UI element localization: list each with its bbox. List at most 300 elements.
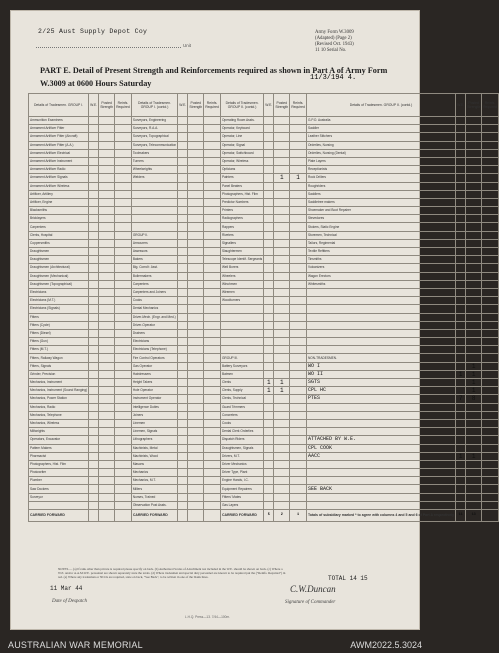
trade-cell: Armament Artificer Radio bbox=[29, 166, 89, 174]
trade-cell: Battery Surveyors bbox=[220, 362, 263, 370]
count-cell bbox=[482, 370, 499, 378]
count-cell bbox=[274, 223, 290, 231]
count-cell bbox=[482, 387, 499, 395]
table-row bbox=[29, 272, 499, 280]
count-cell bbox=[204, 354, 221, 362]
trade-cell: Nurses, Trained bbox=[131, 493, 177, 501]
count-cell bbox=[482, 133, 499, 141]
trade-cell: Turners bbox=[131, 157, 177, 165]
count-cell bbox=[99, 354, 115, 362]
trade-cell: Drainers bbox=[131, 329, 177, 337]
count-cell bbox=[466, 346, 482, 354]
count-cell bbox=[89, 215, 99, 223]
table-row bbox=[29, 379, 499, 387]
trade-cell: Roughriders bbox=[306, 182, 455, 190]
table-row bbox=[29, 223, 499, 231]
count-cell bbox=[115, 223, 132, 231]
count-cell bbox=[188, 207, 204, 215]
count-cell bbox=[204, 403, 221, 411]
trade-cell: Bricklayers bbox=[29, 215, 89, 223]
trade-cell: Big. Comd'r. Asst. bbox=[131, 264, 177, 272]
count-cell bbox=[482, 149, 499, 157]
count-cell bbox=[456, 248, 466, 256]
trade-cell: Receptionists bbox=[306, 166, 455, 174]
count-cell bbox=[466, 231, 482, 239]
count-cell bbox=[115, 501, 132, 509]
count-cell: 1 bbox=[466, 379, 482, 387]
trade-cell: Gas Layers bbox=[220, 501, 263, 509]
count-cell bbox=[89, 444, 99, 452]
count-cell bbox=[290, 354, 307, 362]
count-cell bbox=[115, 460, 132, 468]
trade-cell: GROUP II. bbox=[131, 231, 177, 239]
table-row bbox=[29, 157, 499, 165]
count-cell bbox=[204, 460, 221, 468]
trade-cell bbox=[306, 288, 455, 296]
trade-cell bbox=[131, 182, 177, 190]
table-row bbox=[29, 411, 499, 419]
count-cell bbox=[264, 354, 274, 362]
count-cell bbox=[204, 313, 221, 321]
count-cell bbox=[89, 288, 99, 296]
trade-cell: Radiographers bbox=[220, 215, 263, 223]
count-cell bbox=[99, 223, 115, 231]
count-cell bbox=[204, 338, 221, 346]
trade-cell bbox=[306, 460, 455, 468]
trade-cell bbox=[220, 338, 263, 346]
trade-cell: Fitters, Signals bbox=[29, 362, 89, 370]
trade-cell bbox=[306, 403, 455, 411]
trade-cell bbox=[306, 493, 455, 501]
count-cell bbox=[115, 354, 132, 362]
trade-cell: Armament Artificer Fitter bbox=[29, 125, 89, 133]
count-cell bbox=[456, 460, 466, 468]
count-cell bbox=[274, 321, 290, 329]
count-cell bbox=[99, 379, 115, 387]
table-row bbox=[29, 280, 499, 288]
trade-cell bbox=[220, 329, 263, 337]
count-cell bbox=[99, 493, 115, 501]
count-cell bbox=[264, 223, 274, 231]
count-cell bbox=[274, 477, 290, 485]
trade-cell: Armament Artificer Fitter (A.A.) bbox=[29, 141, 89, 149]
count-cell bbox=[204, 411, 221, 419]
count-cell bbox=[456, 313, 466, 321]
trade-cell: WO II bbox=[306, 370, 455, 378]
count-cell bbox=[188, 305, 204, 313]
count-cell bbox=[482, 469, 499, 477]
count-cell bbox=[204, 157, 221, 165]
trade-cell: Surveyors, Telecommunication bbox=[131, 141, 177, 149]
trade-cell: Intelligence Duties bbox=[131, 403, 177, 411]
table-row bbox=[29, 182, 499, 190]
count-cell bbox=[482, 379, 499, 387]
trade-cell: Carpenters bbox=[29, 223, 89, 231]
trade-cell: Storemen, Technical bbox=[306, 231, 455, 239]
count-cell bbox=[178, 387, 188, 395]
count-cell bbox=[264, 166, 274, 174]
table-row bbox=[29, 117, 499, 125]
count-cell bbox=[115, 190, 132, 198]
count-cell bbox=[178, 125, 188, 133]
count-cell bbox=[178, 477, 188, 485]
trade-cell: Armourers bbox=[131, 239, 177, 247]
count-cell bbox=[264, 338, 274, 346]
count-cell bbox=[99, 149, 115, 157]
count-cell bbox=[204, 428, 221, 436]
count-cell bbox=[482, 403, 499, 411]
unit-name: 2/25 Aust Supply Depot Coy bbox=[38, 28, 148, 35]
trade-cell: Wagon Erectors bbox=[306, 272, 455, 280]
carried-forward-cell: CARRIED FORWARD bbox=[220, 510, 263, 522]
trade-cell: Shoemaker and Boot Repairer bbox=[306, 207, 455, 215]
count-cell bbox=[290, 248, 307, 256]
count-cell bbox=[264, 411, 274, 419]
count-cell bbox=[188, 403, 204, 411]
count-cell bbox=[264, 297, 274, 305]
count-cell bbox=[274, 419, 290, 427]
trade-cell: Orderlies, Nursing (Dental) bbox=[306, 149, 455, 157]
count-cell bbox=[99, 272, 115, 280]
count-cell bbox=[274, 231, 290, 239]
count-cell bbox=[456, 403, 466, 411]
count-cell bbox=[188, 469, 204, 477]
carried-forward-cell: 13 bbox=[466, 510, 482, 522]
count-cell bbox=[466, 256, 482, 264]
count-cell bbox=[482, 338, 499, 346]
count-cell bbox=[99, 436, 115, 444]
count-cell bbox=[274, 436, 290, 444]
count-cell bbox=[204, 419, 221, 427]
count-cell bbox=[264, 485, 274, 493]
count-cell bbox=[115, 362, 132, 370]
count-cell bbox=[482, 215, 499, 223]
count-cell bbox=[99, 403, 115, 411]
count-cell bbox=[290, 411, 307, 419]
archive-id: AWM2022.5.3024 bbox=[350, 640, 422, 650]
signature-label: Signature of Commander bbox=[285, 600, 336, 605]
count-cell bbox=[466, 477, 482, 485]
column-header-count: Posted Strength bbox=[99, 94, 115, 117]
count-cell bbox=[89, 329, 99, 337]
count-cell bbox=[89, 231, 99, 239]
count-cell bbox=[99, 362, 115, 370]
count-cell bbox=[274, 297, 290, 305]
count-cell bbox=[204, 117, 221, 125]
trade-cell: Lithographers bbox=[131, 436, 177, 444]
column-header-count: W.E. bbox=[264, 94, 274, 117]
count-cell bbox=[466, 436, 482, 444]
count-cell bbox=[274, 313, 290, 321]
table-row bbox=[29, 354, 499, 362]
table-row bbox=[29, 338, 499, 346]
count-cell bbox=[482, 436, 499, 444]
count-cell: 1 bbox=[466, 362, 482, 370]
count-cell bbox=[89, 239, 99, 247]
count-cell bbox=[482, 452, 499, 460]
count-cell bbox=[204, 174, 221, 182]
count-cell bbox=[178, 362, 188, 370]
trade-cell: Cooks bbox=[131, 297, 177, 305]
trade-cell: Clerks bbox=[220, 379, 263, 387]
count-cell bbox=[456, 477, 466, 485]
trade-cell: Stevedores bbox=[306, 215, 455, 223]
count-cell bbox=[290, 215, 307, 223]
count-cell bbox=[456, 329, 466, 337]
trade-cell: Mechanics, Telephone bbox=[29, 411, 89, 419]
count-cell bbox=[188, 182, 204, 190]
count-cell bbox=[115, 198, 132, 206]
count-cell bbox=[482, 190, 499, 198]
count-cell bbox=[89, 419, 99, 427]
count-cell bbox=[456, 133, 466, 141]
trade-cell: Toolmakers bbox=[131, 149, 177, 157]
trade-cell: Predictor Numbers bbox=[220, 198, 263, 206]
count-cell bbox=[274, 452, 290, 460]
count-cell bbox=[456, 501, 466, 509]
count-cell bbox=[264, 321, 274, 329]
count-cell bbox=[204, 133, 221, 141]
count-cell bbox=[99, 477, 115, 485]
count-cell bbox=[274, 395, 290, 403]
count-cell bbox=[178, 379, 188, 387]
trade-cell: Electricians (Telephone) bbox=[131, 346, 177, 354]
count-cell bbox=[466, 501, 482, 509]
count-cell bbox=[204, 215, 221, 223]
trade-cell: Joiners bbox=[131, 411, 177, 419]
trade-cell: CPL HC bbox=[306, 387, 455, 395]
table-row bbox=[29, 460, 499, 468]
count-cell bbox=[115, 117, 132, 125]
table-row bbox=[29, 493, 499, 501]
count-cell bbox=[264, 288, 274, 296]
trade-cell: Clerks, Technical bbox=[220, 395, 263, 403]
count-cell bbox=[466, 321, 482, 329]
count-cell bbox=[290, 321, 307, 329]
count-cell bbox=[99, 346, 115, 354]
count-cell bbox=[115, 485, 132, 493]
count-cell bbox=[456, 305, 466, 313]
count-cell bbox=[466, 288, 482, 296]
count-cell bbox=[178, 460, 188, 468]
column-header-count: Reinfs. Required bbox=[482, 94, 499, 117]
count-cell bbox=[264, 280, 274, 288]
count-cell bbox=[456, 338, 466, 346]
count-cell bbox=[264, 452, 274, 460]
count-cell bbox=[99, 125, 115, 133]
count-cell bbox=[482, 198, 499, 206]
count-cell: 1 bbox=[274, 174, 290, 182]
count-cell bbox=[188, 419, 204, 427]
trade-cell bbox=[220, 346, 263, 354]
count-cell bbox=[89, 354, 99, 362]
count-cell bbox=[89, 133, 99, 141]
count-cell bbox=[188, 166, 204, 174]
carried-forward-cell bbox=[115, 510, 132, 522]
count-cell bbox=[456, 207, 466, 215]
count-cell bbox=[115, 166, 132, 174]
trade-cell: Draughtsmen, Signals bbox=[220, 444, 263, 452]
count-cell bbox=[456, 198, 466, 206]
date-of-despatch: 11 Mar 44 bbox=[50, 585, 83, 592]
trade-cell: Saw Dockers bbox=[29, 485, 89, 493]
table-row bbox=[29, 321, 499, 329]
count-cell bbox=[99, 190, 115, 198]
trade-cell: Assessors bbox=[131, 248, 177, 256]
count-cell bbox=[89, 477, 99, 485]
table-row bbox=[29, 231, 499, 239]
trade-cell bbox=[306, 346, 455, 354]
count-cell bbox=[274, 428, 290, 436]
count-cell bbox=[204, 248, 221, 256]
count-cell bbox=[482, 419, 499, 427]
count-cell bbox=[290, 501, 307, 509]
table-row bbox=[29, 387, 499, 395]
count-cell bbox=[99, 182, 115, 190]
count-cell bbox=[188, 452, 204, 460]
count-cell bbox=[178, 198, 188, 206]
count-cell bbox=[482, 346, 499, 354]
count-cell bbox=[456, 157, 466, 165]
table-row bbox=[29, 248, 499, 256]
count-cell bbox=[115, 157, 132, 165]
count-cell bbox=[178, 239, 188, 247]
carried-forward-cell: Totals of subsidiary marked * to agree with columns 4 and 5 and 6 of Part A respectively bbox=[306, 510, 455, 522]
count-cell bbox=[274, 460, 290, 468]
count-cell bbox=[456, 346, 466, 354]
trade-cell: Surveyors, Engineering bbox=[131, 117, 177, 125]
count-cell bbox=[89, 362, 99, 370]
count-cell: 1 bbox=[466, 370, 482, 378]
count-cell bbox=[115, 174, 132, 182]
trade-cell: Height Takers bbox=[131, 379, 177, 387]
count-cell bbox=[274, 403, 290, 411]
column-header-details: Details of Tradesmen. GROUP I. (contd.) bbox=[131, 94, 177, 117]
count-cell bbox=[188, 379, 204, 387]
count-cell bbox=[204, 452, 221, 460]
count-cell bbox=[204, 280, 221, 288]
form-date: 11/3/194 4. bbox=[310, 74, 357, 82]
trade-cell: Armament Artificer Fitter (Aircraft) bbox=[29, 133, 89, 141]
trade-cell: Draughtsmen bbox=[29, 248, 89, 256]
count-cell bbox=[178, 231, 188, 239]
count-cell bbox=[204, 272, 221, 280]
count-cell bbox=[115, 387, 132, 395]
count-cell bbox=[204, 379, 221, 387]
trade-cell: Blacksmiths bbox=[29, 207, 89, 215]
count-cell: 1 bbox=[264, 379, 274, 387]
trade-cell bbox=[220, 305, 263, 313]
count-cell bbox=[466, 141, 482, 149]
count-cell bbox=[456, 379, 466, 387]
count-cell bbox=[99, 338, 115, 346]
trade-cell: Armament Artificer Instrument bbox=[29, 157, 89, 165]
count-cell bbox=[204, 288, 221, 296]
count-cell bbox=[274, 256, 290, 264]
trade-cell: SEE BACK bbox=[306, 485, 455, 493]
count-cell bbox=[290, 485, 307, 493]
count-cell bbox=[264, 493, 274, 501]
trade-cell: G.P.O. Australia bbox=[306, 117, 455, 125]
count-cell bbox=[466, 297, 482, 305]
count-cell bbox=[204, 305, 221, 313]
count-cell bbox=[264, 117, 274, 125]
count-cell bbox=[115, 231, 132, 239]
count-cell bbox=[290, 297, 307, 305]
count-cell bbox=[204, 198, 221, 206]
form-id-line: Army Form W.3009 bbox=[315, 30, 354, 35]
count-cell bbox=[264, 174, 274, 182]
count-cell bbox=[204, 501, 221, 509]
trade-cell: Printers bbox=[220, 207, 263, 215]
count-cell bbox=[482, 280, 499, 288]
count-cell bbox=[456, 288, 466, 296]
trade-cell bbox=[306, 469, 455, 477]
count-cell bbox=[178, 256, 188, 264]
trade-cell: Stokers, Static Engine bbox=[306, 223, 455, 231]
trade-cell: Machinists, Metal bbox=[131, 444, 177, 452]
count-cell bbox=[178, 321, 188, 329]
count-cell: 1 bbox=[264, 387, 274, 395]
trade-cell: Painters bbox=[220, 174, 263, 182]
count-cell bbox=[188, 436, 204, 444]
count-cell bbox=[456, 215, 466, 223]
count-cell bbox=[290, 239, 307, 247]
count-cell bbox=[188, 428, 204, 436]
count-cell bbox=[264, 428, 274, 436]
count-cell bbox=[482, 231, 499, 239]
count-cell bbox=[115, 370, 132, 378]
count-cell bbox=[456, 149, 466, 157]
count-cell bbox=[89, 248, 99, 256]
count-cell bbox=[466, 493, 482, 501]
trade-cell bbox=[306, 411, 455, 419]
count-cell bbox=[290, 125, 307, 133]
count-cell bbox=[290, 338, 307, 346]
count-cell bbox=[188, 157, 204, 165]
count-cell bbox=[188, 501, 204, 509]
trade-cell: Mechanics bbox=[131, 469, 177, 477]
count-cell bbox=[290, 264, 307, 272]
count-cell: 1 bbox=[466, 387, 482, 395]
trade-cell: Operator, Switchboard bbox=[220, 149, 263, 157]
trade-cell: Telescope Identif. Sergeants bbox=[220, 256, 263, 264]
count-cell bbox=[178, 141, 188, 149]
count-cell bbox=[290, 157, 307, 165]
count-cell bbox=[482, 305, 499, 313]
trade-cell bbox=[306, 338, 455, 346]
count-cell bbox=[264, 436, 274, 444]
trade-cell: Surveyors, R.A.A. bbox=[131, 125, 177, 133]
table-row bbox=[29, 419, 499, 427]
trade-cell: SGTS bbox=[306, 379, 455, 387]
trade-cell: Dental Clerk Orderlies bbox=[220, 428, 263, 436]
count-cell bbox=[274, 346, 290, 354]
trade-cell: Guard Trimmers bbox=[220, 403, 263, 411]
trade-cell: Driver Mechanics bbox=[220, 460, 263, 468]
count-cell bbox=[188, 411, 204, 419]
count-cell bbox=[290, 460, 307, 468]
count-cell bbox=[466, 239, 482, 247]
count-cell bbox=[482, 207, 499, 215]
count-cell bbox=[115, 379, 132, 387]
count-cell bbox=[188, 297, 204, 305]
count-cell bbox=[204, 346, 221, 354]
count-cell bbox=[290, 362, 307, 370]
count-cell bbox=[274, 264, 290, 272]
count-cell bbox=[482, 354, 499, 362]
count-cell bbox=[204, 321, 221, 329]
